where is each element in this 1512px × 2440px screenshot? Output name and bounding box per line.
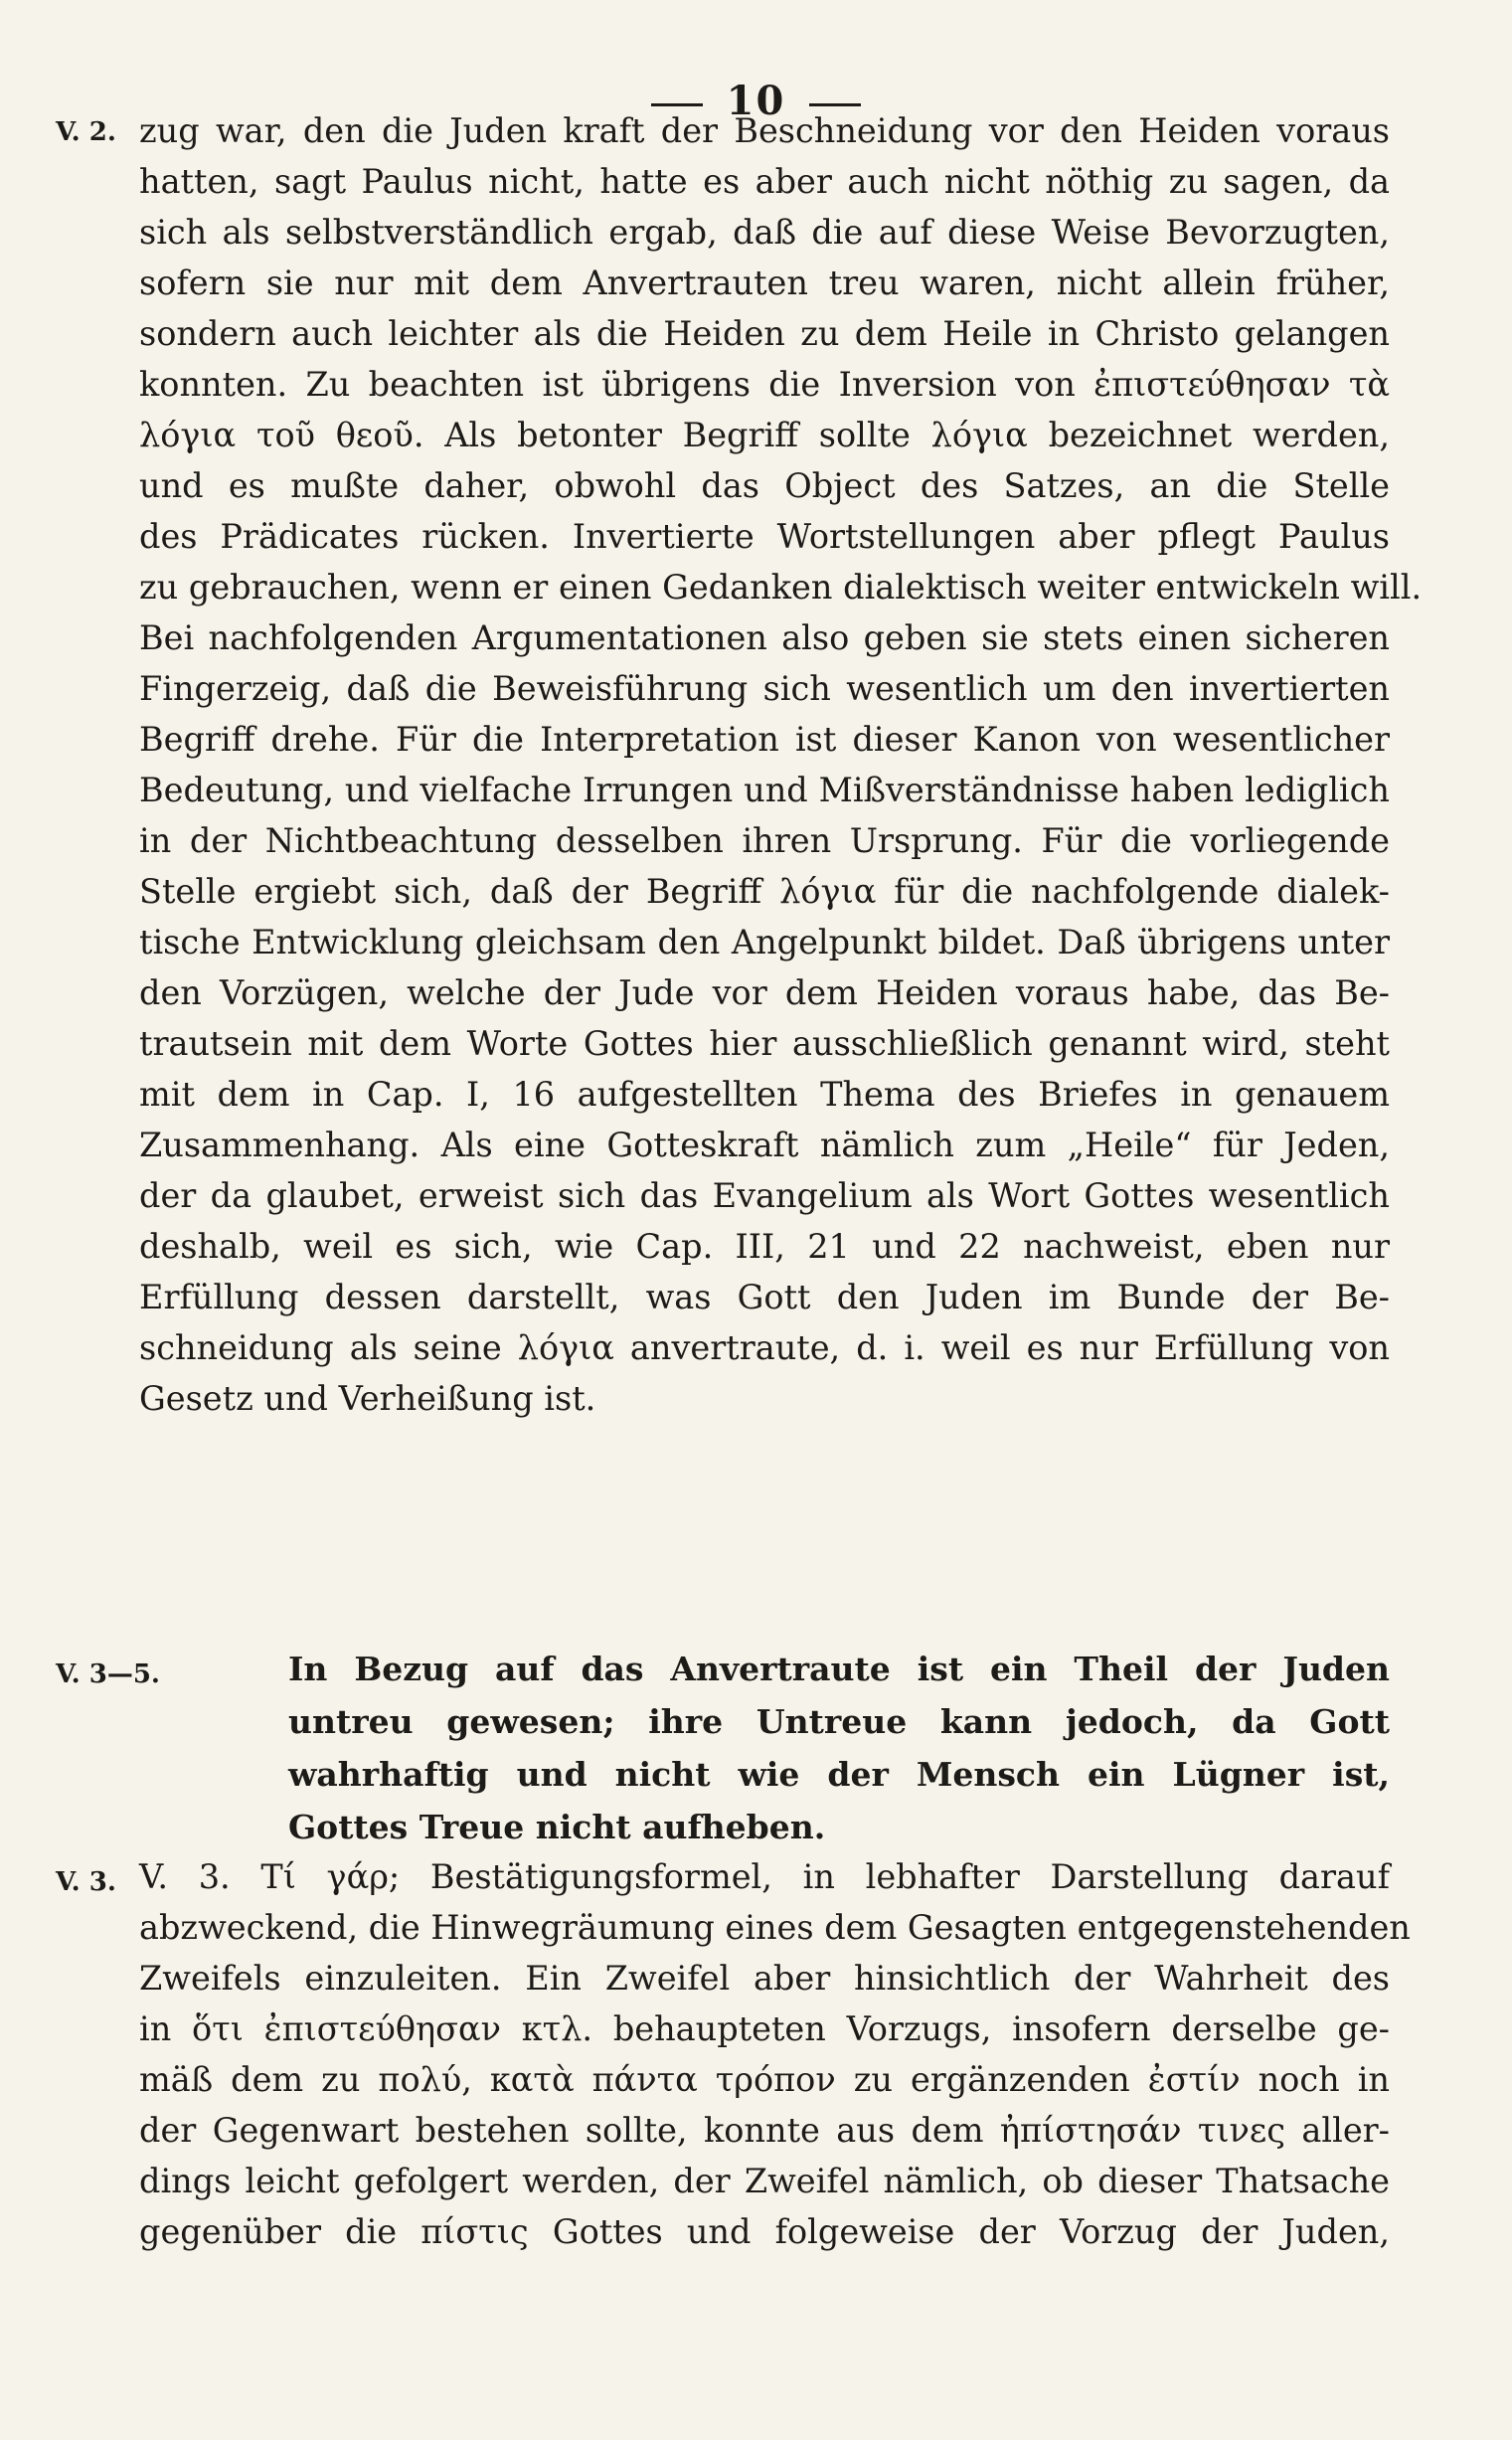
summary-line: Gottes Treue nicht aufheben.	[288, 1808, 826, 1846]
text-line: sondern auch leichter als die Heiden zu dem Heile in Christo gelangen	[139, 314, 1390, 353]
text-line: konnten. Zu beachten ist übrigens die Inversion von ἐπιστεύθησαν τὰ	[139, 365, 1390, 404]
text-line: der da glaubet, erweist sich das Evangelium als Wort Gottes wesentlich	[139, 1176, 1390, 1215]
text-line: abzweckend, die Hinwegräumung eines dem Gesagten entgegenstehenden	[139, 1908, 1411, 1947]
text-line: hatten, sagt Paulus nicht, hatte es aber auch nicht nöthig zu sagen, da	[139, 162, 1390, 201]
section-summary-v3-5	[288, 1643, 1390, 1853]
text-line: der Gegenwart bestehen sollte, konnte aus dem ἠπίστησάν τινες aller-	[139, 2111, 1390, 2150]
summary-line: wahrhaftig und nicht wie der Mensch ein Lügner ist,	[288, 1755, 1390, 1794]
text-line: sofern sie nur mit dem Anvertrauten treu waren, nicht allein früher,	[139, 263, 1390, 302]
text-line: des Prädicates rücken. Invertierte Wortstellungen aber pflegt Paulus	[139, 517, 1390, 556]
text-line: Bei nachfolgenden Argumentationen also geben sie stets einen sicheren	[139, 618, 1390, 657]
text-line: den Vorzügen, welche der Jude vor dem Heiden voraus habe, das Be-	[139, 973, 1390, 1012]
text-line: zu gebrauchen, wenn er einen Gedanken dialektisch weiter entwickeln will.	[139, 568, 1423, 607]
text-line: Bedeutung, und vielfache Irrungen und Mißverständnisse haben lediglich	[139, 771, 1390, 809]
text-line: und es mußte daher, obwohl das Object des Satzes, an die Stelle	[139, 466, 1390, 505]
text-line: λόγια τοῦ θεοῦ. Als betonter Begriff sollte λόγια bezeichnet werden,	[139, 416, 1390, 454]
text-line: mäß dem zu πολύ, κατὰ πάντα τρόπον zu ergänzenden ἐστίν noch in	[139, 2060, 1390, 2099]
margin-label-v3-5: V. 3—5.	[56, 1659, 160, 1689]
text-line: mit dem in Cap. I, 16 aufgestellten Thema des Briefes in genauem	[139, 1075, 1390, 1114]
text-line: Fingerzeig, daß die Beweisführung sich wesentlich um den invertierten	[139, 669, 1390, 708]
text-line: Stelle ergiebt sich, daß der Begriff λόγια für die nachfolgende dialek-	[139, 872, 1390, 911]
margin-label-v3: V. 3.	[56, 1867, 116, 1897]
text-line: Zusammenhang. Als eine Gotteskraft nämlich zum „Heile“ für Jeden,	[139, 1126, 1390, 1164]
text-line: gegenüber die πίστις Gottes und folgeweise der Vorzug der Juden,	[139, 2212, 1390, 2251]
text-line: Begriff drehe. Für die Interpretation ist dieser Kanon von wesentlicher	[139, 720, 1390, 759]
text-line: trautsein mit dem Worte Gottes hier ausschließlich genannt wird, steht	[139, 1024, 1390, 1063]
page-number: 10	[726, 78, 786, 124]
paragraph-commentary-v2	[139, 105, 1423, 1424]
text-line: schneidung als seine λόγια anvertraute, d. i. weil es nur Erfüllung von	[139, 1328, 1390, 1367]
text-line: sich als selbstverständlich ergab, daß die auf diese Weise Bevorzugten,	[139, 213, 1390, 252]
text-line: dings leicht gefolgert werden, der Zweifel nämlich, ob dieser Thatsache	[139, 2162, 1390, 2200]
summary-line: untreu gewesen; ihre Untreue kann jedoch, da Gott	[288, 1702, 1390, 1741]
summary-line: In Bezug auf das Anvertraute ist ein Theil der Juden	[288, 1650, 1390, 1688]
text-line: Gesetz und Verheißung ist.	[139, 1379, 596, 1418]
paragraph-commentary-v3	[139, 1851, 1411, 2257]
margin-label-v2: V. 2.	[56, 117, 116, 147]
text-line: in ὅτι ἐπιστεύθησαν κτλ. behaupteten Vorzugs, insofern derselbe ge-	[139, 2009, 1390, 2048]
text-line: Erfüllung dessen darstellt, was Gott den Juden im Bunde der Be-	[139, 1278, 1390, 1316]
text-line: deshalb, weil es sich, wie Cap. III, 21 und 22 nachweist, eben nur	[139, 1227, 1390, 1266]
text-line: Zweifels einzuleiten. Ein Zweifel aber hinsichtlich der Wahrheit des	[139, 1959, 1390, 1998]
text-line: tische Entwicklung gleichsam den Angelpunkt bildet. Daß übrigens unter	[139, 923, 1390, 961]
text-line: V. 3. Τί γάρ; Bestätigungsformel, in lebhafter Darstellung darauf	[139, 1857, 1390, 1896]
text-line: in der Nichtbeachtung desselben ihren Ursprung. Für die vorliegende	[139, 821, 1390, 860]
text-line: zug war, den die Juden kraft der Beschneidung vor den Heiden voraus	[139, 111, 1390, 150]
